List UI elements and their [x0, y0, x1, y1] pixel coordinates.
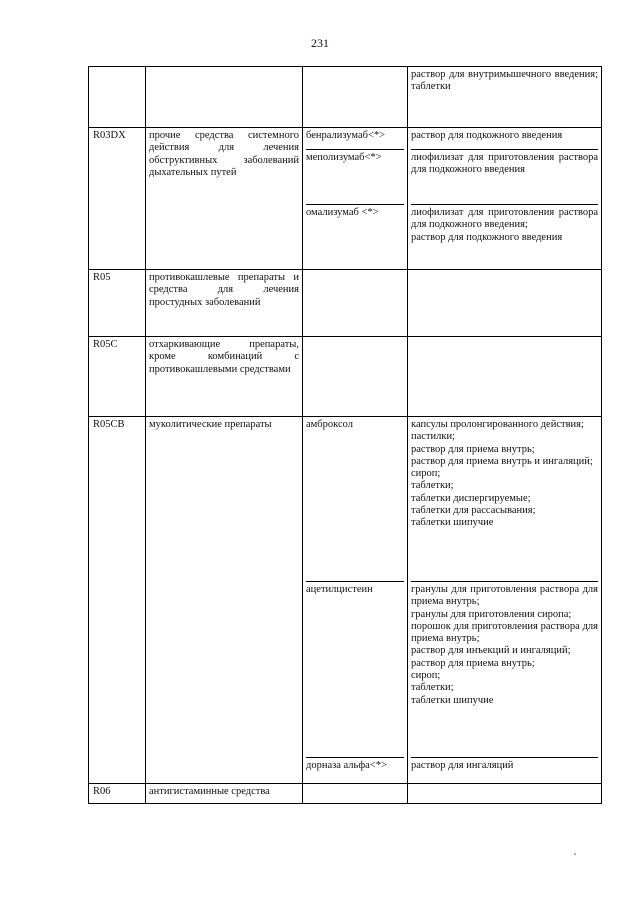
table-row — [89, 270, 602, 337]
scan-speck — [574, 853, 576, 855]
dosage-form: раствор для приема внутрь; — [411, 657, 535, 669]
dosage-form: порошок для приготовления раствора для приема внутрь; — [411, 620, 598, 645]
dosage-forms-cell — [408, 128, 602, 270]
drug-name-cell — [303, 417, 408, 784]
drug-name-cell — [303, 337, 408, 417]
dosage-form: пастилки; — [411, 431, 456, 443]
group-cell: антигистаминные средства — [146, 784, 303, 804]
dosage-form: гранулы для приготовления сиропа; — [411, 608, 572, 620]
atc-code-cell: R03DX — [89, 128, 146, 270]
dosage-form: сироп; — [411, 468, 441, 480]
atc-code-cell: R05CB — [89, 417, 146, 784]
dosage-form-group — [411, 417, 598, 581]
dosage-form: таблетки для рассасывания; — [411, 505, 536, 517]
dosage-form: раствор для приема внутрь; — [411, 443, 535, 455]
dosage-form: раствор для внутримышечного введения; — [411, 69, 598, 80]
dosage-form: капсулы пролонгированного действия; — [411, 419, 584, 430]
drug-name-cell — [303, 270, 408, 337]
dosage-form: таблетки шипучие — [411, 517, 494, 529]
dosage-forms-cell — [408, 417, 602, 784]
table-row — [89, 417, 602, 784]
dosage-form-group — [411, 149, 598, 204]
dosage-form: раствор для ингаляций — [411, 760, 514, 771]
table-row — [89, 784, 602, 804]
group-cell — [146, 67, 303, 128]
dosage-form: таблетки шипучие — [411, 694, 494, 706]
dosage-form: гранулы для приготовления раствора для приема внутрь; — [411, 584, 598, 608]
table-row — [89, 128, 602, 270]
dosage-form: раствор для инъекций и ингаляций; — [411, 645, 571, 657]
atc-code-cell: R05C — [89, 337, 146, 417]
drug-name: ацетилцистеин — [306, 581, 404, 757]
drug-name: бенрализумаб<*> — [306, 130, 386, 141]
dosage-form: таблетки — [411, 81, 451, 93]
dosage-form: раствор для подкожного введения — [411, 231, 563, 243]
group-cell: отхаркивающие препараты, кроме комбинаций с противокашлевыми средствами — [146, 337, 303, 417]
dosage-form: раствор для приема внутрь и ингаляций; — [411, 455, 593, 467]
atc-code-cell: R05 — [89, 270, 146, 337]
drug-name: меполизумаб<*> — [306, 149, 404, 204]
group-cell: муколитические препараты — [146, 417, 303, 784]
dosage-forms-cell — [408, 67, 602, 128]
dosage-forms-cell — [408, 270, 602, 337]
dosage-form: таблетки; — [411, 682, 454, 694]
drug-name: дорназа альфа<*> — [306, 757, 404, 783]
drug-name-cell — [303, 67, 408, 128]
dosage-form-group — [411, 128, 598, 149]
drug-name: омализумаб <*> — [306, 204, 404, 269]
atc-code-cell — [89, 67, 146, 128]
dosage-form-group — [411, 757, 598, 783]
drug-table-wrapper — [88, 66, 602, 804]
group-cell: прочие средства системного действия для лечения обструктивных заболеваний дыхательных путей — [146, 128, 303, 270]
drug-name-cell — [303, 128, 408, 270]
dosage-form: сироп; — [411, 670, 441, 682]
drug-table — [88, 66, 602, 804]
table-row — [89, 337, 602, 417]
dosage-form: лиофилизат для приготовления раствора для подкожного введения; — [411, 207, 598, 231]
dosage-form-group — [411, 581, 598, 757]
dosage-form: таблетки диспергируемые; — [411, 492, 531, 504]
dosage-forms-cell — [408, 784, 602, 804]
dosage-form-group — [411, 204, 598, 269]
drug-name: амброксол — [306, 419, 353, 430]
page-number: 231 — [311, 36, 329, 50]
atc-code-cell: R06 — [89, 784, 146, 804]
dosage-form: лиофилизат для приготовления раствора для подкожного введения — [411, 152, 598, 176]
dosage-forms-cell — [408, 337, 602, 417]
dosage-form: раствор для подкожного введения — [411, 130, 563, 141]
group-cell: противокашлевые препараты и средства для лечения простудных заболеваний — [146, 270, 303, 337]
table-row — [89, 67, 602, 128]
dosage-form: таблетки; — [411, 480, 454, 492]
drug-name-cell — [303, 784, 408, 804]
